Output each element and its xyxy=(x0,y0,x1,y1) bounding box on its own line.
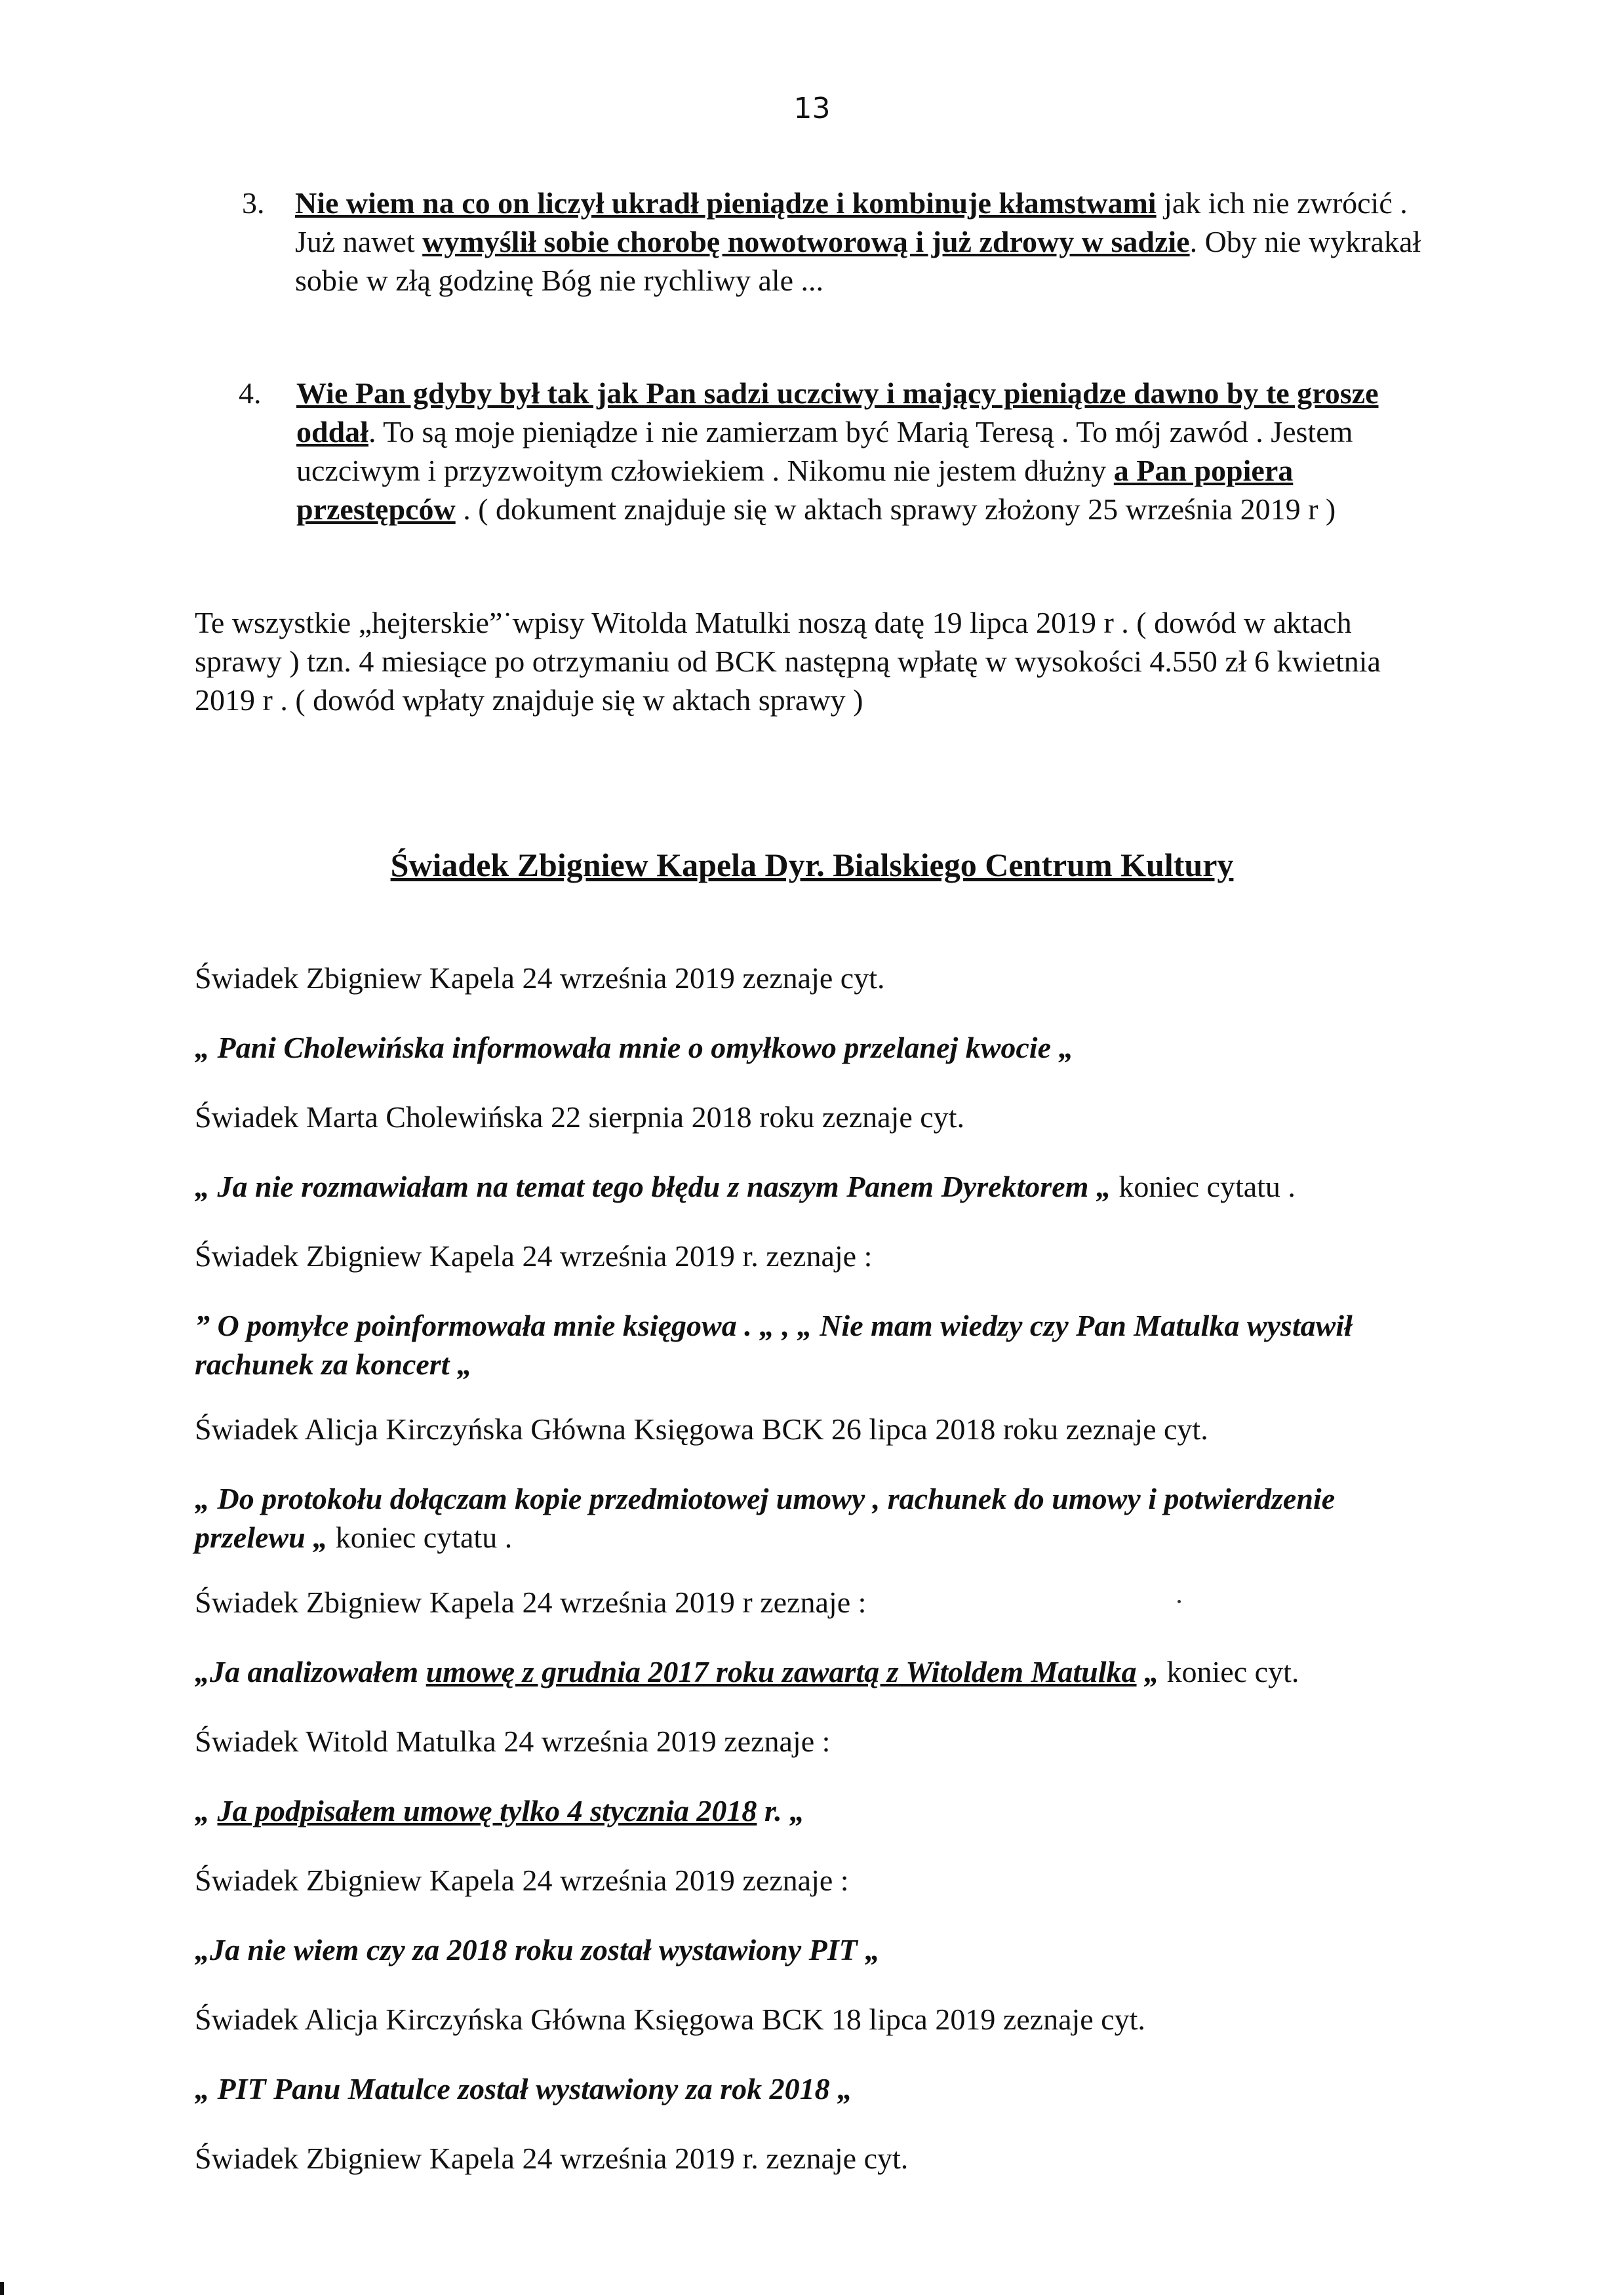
plain-text: koniec cytatu . xyxy=(1111,1170,1296,1203)
underlined-bold-text: a Pan popiera przestępców xyxy=(296,454,1294,526)
list-item-4 xyxy=(239,374,1419,529)
quote-line: „ PIT Panu Matulce został wystawiony za rok 2018 „ xyxy=(195,2072,853,2105)
plain-text: jak ich nie zwrócić . Już nawet xyxy=(295,186,1408,258)
underlined-quote-text: Ja podpisałem umowę tylko 4 stycznia 2018 xyxy=(217,1794,757,1827)
plain-text: . Oby nie wykrakał sobie w złą godzinę Bóg nie rychliwy ale ... xyxy=(295,225,1421,297)
quote-line: „Ja nie wiem czy za 2018 roku został wystawiony PIT „ xyxy=(195,1933,881,1966)
item-number: 4. xyxy=(239,376,262,410)
quote-text: „ xyxy=(195,1794,218,1827)
plain-text: koniec cytatu . xyxy=(328,1521,513,1554)
scan-edge-mark xyxy=(0,2282,4,2295)
section-heading: Świadek Zbigniew Kapela Dyr. Bialskiego Centrum Kultury xyxy=(390,847,1234,883)
underlined-bold-text: Wie Pan gdyby był tak jak Pan sadzi uczciwy i mający pieniądze dawno by te grosze oddał xyxy=(296,376,1379,449)
item-number: 3. xyxy=(242,186,265,220)
witness-line: Świadek Zbigniew Kapela 24 września 2019 r. zeznaje cyt. xyxy=(195,2142,909,2175)
quote-line: ” O pomyłce poinformowała mnie księgowa . „ , „ Nie mam wiedzy czy Pan Matulka wystawił rachunek za koncert „ xyxy=(195,1309,1353,1381)
quote-line xyxy=(195,1167,1440,1206)
quote-text: „Ja analizowałem xyxy=(195,1655,426,1688)
witness-line: Świadek Zbigniew Kapela 24 września 2019 zeznaje : xyxy=(195,1864,849,1897)
witness-line: Świadek Alicja Kirczyńska Główna Księgowa BCK 26 lipca 2018 roku zeznaje cyt. xyxy=(195,1412,1208,1446)
quote-text: „ xyxy=(1136,1655,1160,1688)
witness-line: Świadek Zbigniew Kapela 24 września 2019 r. zeznaje : xyxy=(195,1239,873,1273)
item-text xyxy=(295,184,1423,300)
underlined-quote-text: umowę z grudnia 2017 roku zawartą z Witoldem Matulka xyxy=(426,1655,1137,1688)
page-number: 13 xyxy=(793,92,831,125)
quote-line xyxy=(195,1791,1440,1830)
quote-line xyxy=(195,1652,1440,1691)
quote-line: „ Pani Cholewińska informowała mnie o omyłkowo przelanej kwocie „ xyxy=(195,1031,1074,1064)
quote-text: „ Do protokołu dołączam kopie przedmiotowej umowy , rachunek do umowy i potwierdzenie przelewu „ xyxy=(195,1482,1336,1554)
quote-text: r. „ xyxy=(757,1794,805,1827)
plain-text: . ( dokument znajduje się w aktach sprawy złożony 25 września 2019 r ) xyxy=(455,492,1336,526)
list-item-3 xyxy=(243,184,1423,300)
witness-line: Świadek Witold Matulka 24 września 2019 zeznaje : xyxy=(195,1725,831,1758)
summary-paragraph: Te wszystkie „hejterskie”˙wpisy Witolda Matulki noszą datę 19 lipca 2019 r . ( dowód w aktach sprawy ) tzn. 4 miesiące po otrzymaniu od BCK następną wpłatę w wysokości 4.550 zł 6 kwietnia 2019 r . ( dowód wpłaty znajduje się w aktach sprawy ) xyxy=(195,606,1381,717)
witness-line: Świadek Zbigniew Kapela 24 września 2019 zeznaje cyt. xyxy=(195,961,885,995)
witness-line: Świadek Marta Cholewińska 22 sierpnia 2018 roku zeznaje cyt. xyxy=(195,1100,964,1134)
stray-dot xyxy=(1178,1600,1181,1603)
witness-line: Świadek Alicja Kirczyńska Główna Księgowa BCK 18 lipca 2019 zeznaje cyt. xyxy=(195,2003,1145,2036)
item-text xyxy=(296,374,1419,529)
quote-line xyxy=(195,1479,1375,1557)
witness-line: Świadek Zbigniew Kapela 24 września 2019 r zeznaje : xyxy=(195,1586,867,1619)
plain-text: koniec cyt. xyxy=(1159,1655,1299,1688)
plain-text: . To są moje pieniądze i nie zamierzam być Marią Teresą . To mój zawód . Jestem uczciwym i przyzwoitym człowiekiem . Nikomu nie jestem dłużny xyxy=(296,415,1353,487)
quote-text: „ Ja nie rozmawiałam na temat tego błędu z naszym Panem Dyrektorem „ xyxy=(195,1170,1111,1203)
underlined-bold-text: wymyślił sobie chorobę nowotworową i już zdrowy w sadzie xyxy=(422,225,1190,258)
underlined-bold-text: Nie wiem na co on liczył ukradł pieniądze i kombinuje kłamstwami xyxy=(295,186,1157,220)
